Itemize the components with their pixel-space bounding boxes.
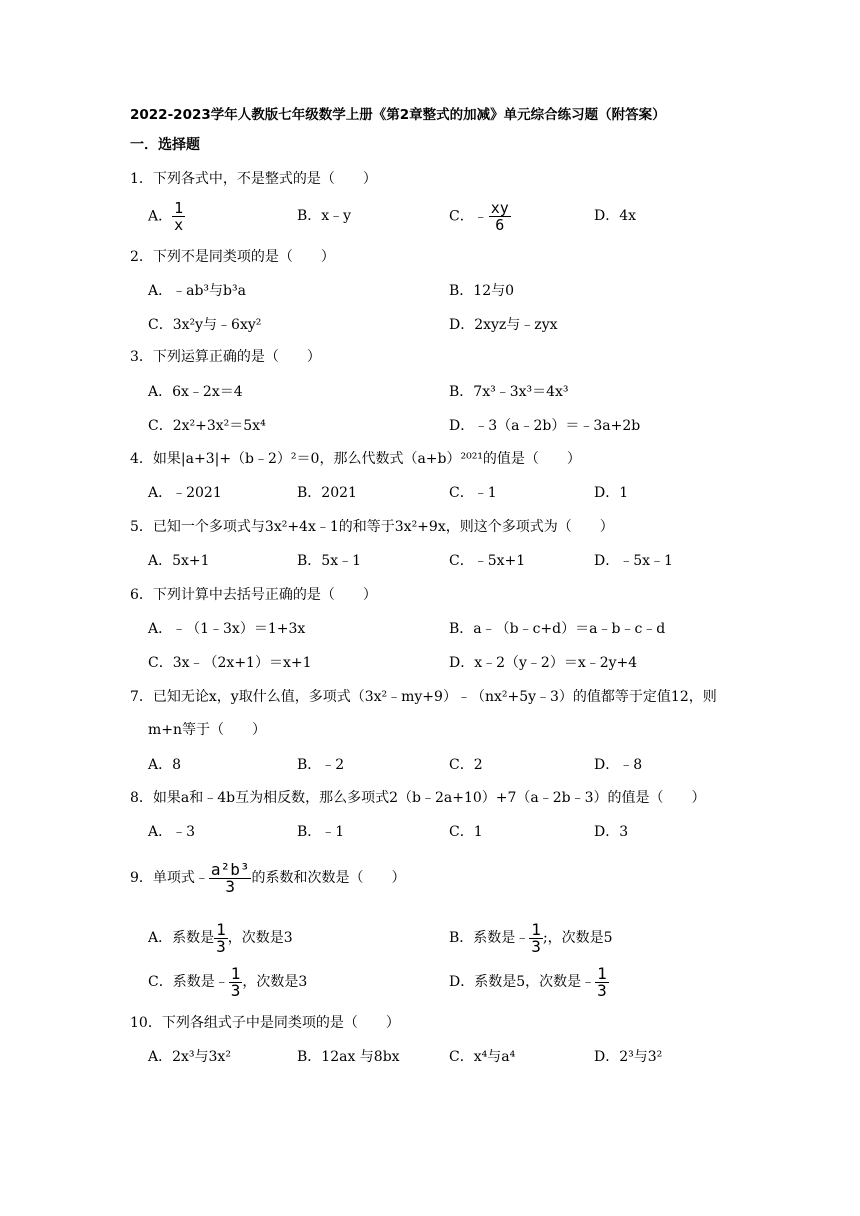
question-8-option-b: B．﹣1 — [297, 824, 345, 840]
question-5-option-b: B．5x﹣1 — [297, 553, 361, 569]
question-5-option-d: D．﹣5x﹣1 — [594, 553, 673, 569]
question-1-option-b: B．x﹣y — [297, 208, 352, 224]
question-7-stem: 7．已知无论x，y取什么值，多项式（3x²﹣my+9）﹣（nx²+5y﹣3）的值都等于定值12，则 — [130, 689, 717, 705]
fraction — [209, 859, 252, 896]
question-9-stem — [130, 858, 405, 898]
question-9-option-a — [148, 918, 293, 958]
question-4-option-b: B．2021 — [297, 485, 357, 501]
fraction-denominator: 3 — [230, 980, 241, 1000]
question-6-option-c: C．3x﹣（2x+1）＝x+1 — [148, 655, 312, 671]
question-8-option-c: C．1 — [449, 824, 483, 840]
option-suffix: ，次数是3 — [242, 974, 308, 990]
question-10-option-b: B．12ax 与8bx — [297, 1049, 400, 1065]
fraction — [214, 919, 228, 956]
section-heading: 一．选择题 — [130, 137, 200, 153]
fraction-denominator: x — [174, 216, 184, 234]
question-6-stem: 6．下列计算中去括号正确的是（ ） — [130, 587, 377, 603]
question-10-stem: 10．下列各组式子中是同类项的是（ ） — [130, 1015, 400, 1031]
fraction-numerator: 1 — [531, 919, 541, 939]
question-6-option-a: A．﹣（1﹣3x）＝1+3x — [148, 621, 306, 637]
question-3-option-a: A．6x﹣2x＝4 — [148, 384, 243, 400]
question-1-option-c — [449, 200, 511, 233]
document-title: 2022-2023学年人教版七年级数学上册《第2章整式的加减》单元综合练习题（附答案） — [130, 107, 666, 123]
fraction-denominator: 3 — [216, 936, 226, 956]
question-2-stem: 2．下列不是同类项的是（ ） — [130, 249, 335, 265]
option-prefix: D．系数是5，次数是﹣ — [449, 974, 596, 990]
minus-sign: ﹣ — [473, 208, 488, 225]
fraction-numerator: 1 — [230, 963, 241, 983]
question-7-option-d: D．﹣8 — [594, 757, 643, 773]
option-a-label: A． — [148, 208, 173, 225]
question-4-option-a: A．﹣2021 — [148, 485, 222, 501]
question-3-stem: 3．下列运算正确的是（ ） — [130, 349, 321, 365]
fraction-numerator: a²b³ — [210, 859, 250, 879]
question-3-option-d: D．﹣3（a﹣2b）＝﹣3a+2b — [449, 418, 641, 434]
question-1-option-a — [148, 200, 185, 233]
question-8-option-a: A．﹣3 — [148, 824, 196, 840]
question-4-option-c: C．﹣1 — [449, 485, 497, 501]
option-suffix: ，次数是3 — [227, 930, 293, 946]
question-3-option-c: C．2x²+3x²＝5x⁴ — [148, 418, 266, 434]
fraction-denominator: 3 — [225, 876, 235, 896]
option-c-label: C． — [449, 208, 474, 225]
fraction-numerator: 1 — [216, 919, 226, 939]
question-9-option-b — [449, 918, 613, 958]
question-10-option-c: C．x⁴与a⁴ — [449, 1049, 516, 1065]
option-prefix: C．系数是﹣ — [148, 974, 229, 990]
question-5-option-c: C．﹣5x+1 — [449, 553, 526, 569]
fraction — [172, 200, 185, 233]
question-10-option-a: A．2x³与3x² — [148, 1049, 231, 1065]
question-9-option-d — [449, 962, 609, 1002]
fraction-numerator: xy — [490, 199, 509, 217]
fraction-numerator: 1 — [174, 199, 184, 217]
question-7-option-b: B．﹣2 — [297, 757, 345, 773]
question-2-option-b: B．12与0 — [449, 283, 515, 299]
fraction — [229, 963, 243, 1000]
question-8-option-d: D．3 — [594, 824, 629, 840]
option-prefix: A．系数是 — [148, 930, 215, 946]
question-9-stem-prefix: 9．单项式﹣ — [130, 870, 209, 886]
question-4-option-d: D．1 — [594, 485, 629, 501]
question-5-option-a: A．5x+1 — [148, 553, 210, 569]
question-1-stem: 1．下列各式中，不是整式的是（ ） — [130, 171, 377, 187]
fraction-denominator: 6 — [495, 216, 505, 234]
question-7-option-c: C．2 — [449, 757, 483, 773]
question-10-option-d: D．2³与3² — [594, 1049, 663, 1065]
fraction-denominator: 3 — [597, 980, 607, 1000]
fraction-numerator: 1 — [597, 963, 607, 983]
question-6-option-d: D．x﹣2（y﹣2）＝x﹣2y+4 — [449, 655, 638, 671]
question-2-option-a: A．﹣ab³与b³a — [148, 283, 246, 299]
question-6-option-b: B．a﹣（b﹣c+d）＝a﹣b﹣c﹣d — [449, 621, 666, 637]
option-suffix: ;，次数是5 — [542, 930, 613, 946]
question-4-stem: 4．如果|a+3|+（b﹣2）²＝0，那么代数式（a+b）²⁰²¹的值是（ ） — [130, 451, 581, 467]
question-9-option-c — [148, 962, 307, 1002]
question-7-stem-continued: m+n等于（ ） — [148, 722, 267, 738]
question-8-stem: 8．如果a和﹣4b互为相反数，那么多项式2（b﹣2a+10）+7（a﹣2b﹣3）的值是（ ） — [130, 790, 706, 806]
fraction — [489, 200, 511, 233]
question-9-stem-suffix: 的系数和次数是（ ） — [251, 870, 406, 886]
question-2-option-d: D．2xyz与﹣zyx — [449, 317, 558, 333]
question-7-option-a: A．8 — [148, 757, 182, 773]
fraction-denominator: 3 — [531, 936, 541, 956]
fraction — [529, 919, 543, 956]
option-prefix: B．系数是﹣ — [449, 930, 530, 946]
question-2-option-c: C．3x²y与﹣6xy² — [148, 317, 262, 333]
question-3-option-b: B．7x³﹣3x³＝4x³ — [449, 384, 569, 400]
question-1-option-d: D．4x — [594, 208, 637, 224]
fraction — [595, 963, 609, 1000]
question-5-stem: 5．已知一个多项式与3x²+4x﹣1的和等于3x²+9x，则这个多项式为（ ） — [130, 519, 614, 535]
